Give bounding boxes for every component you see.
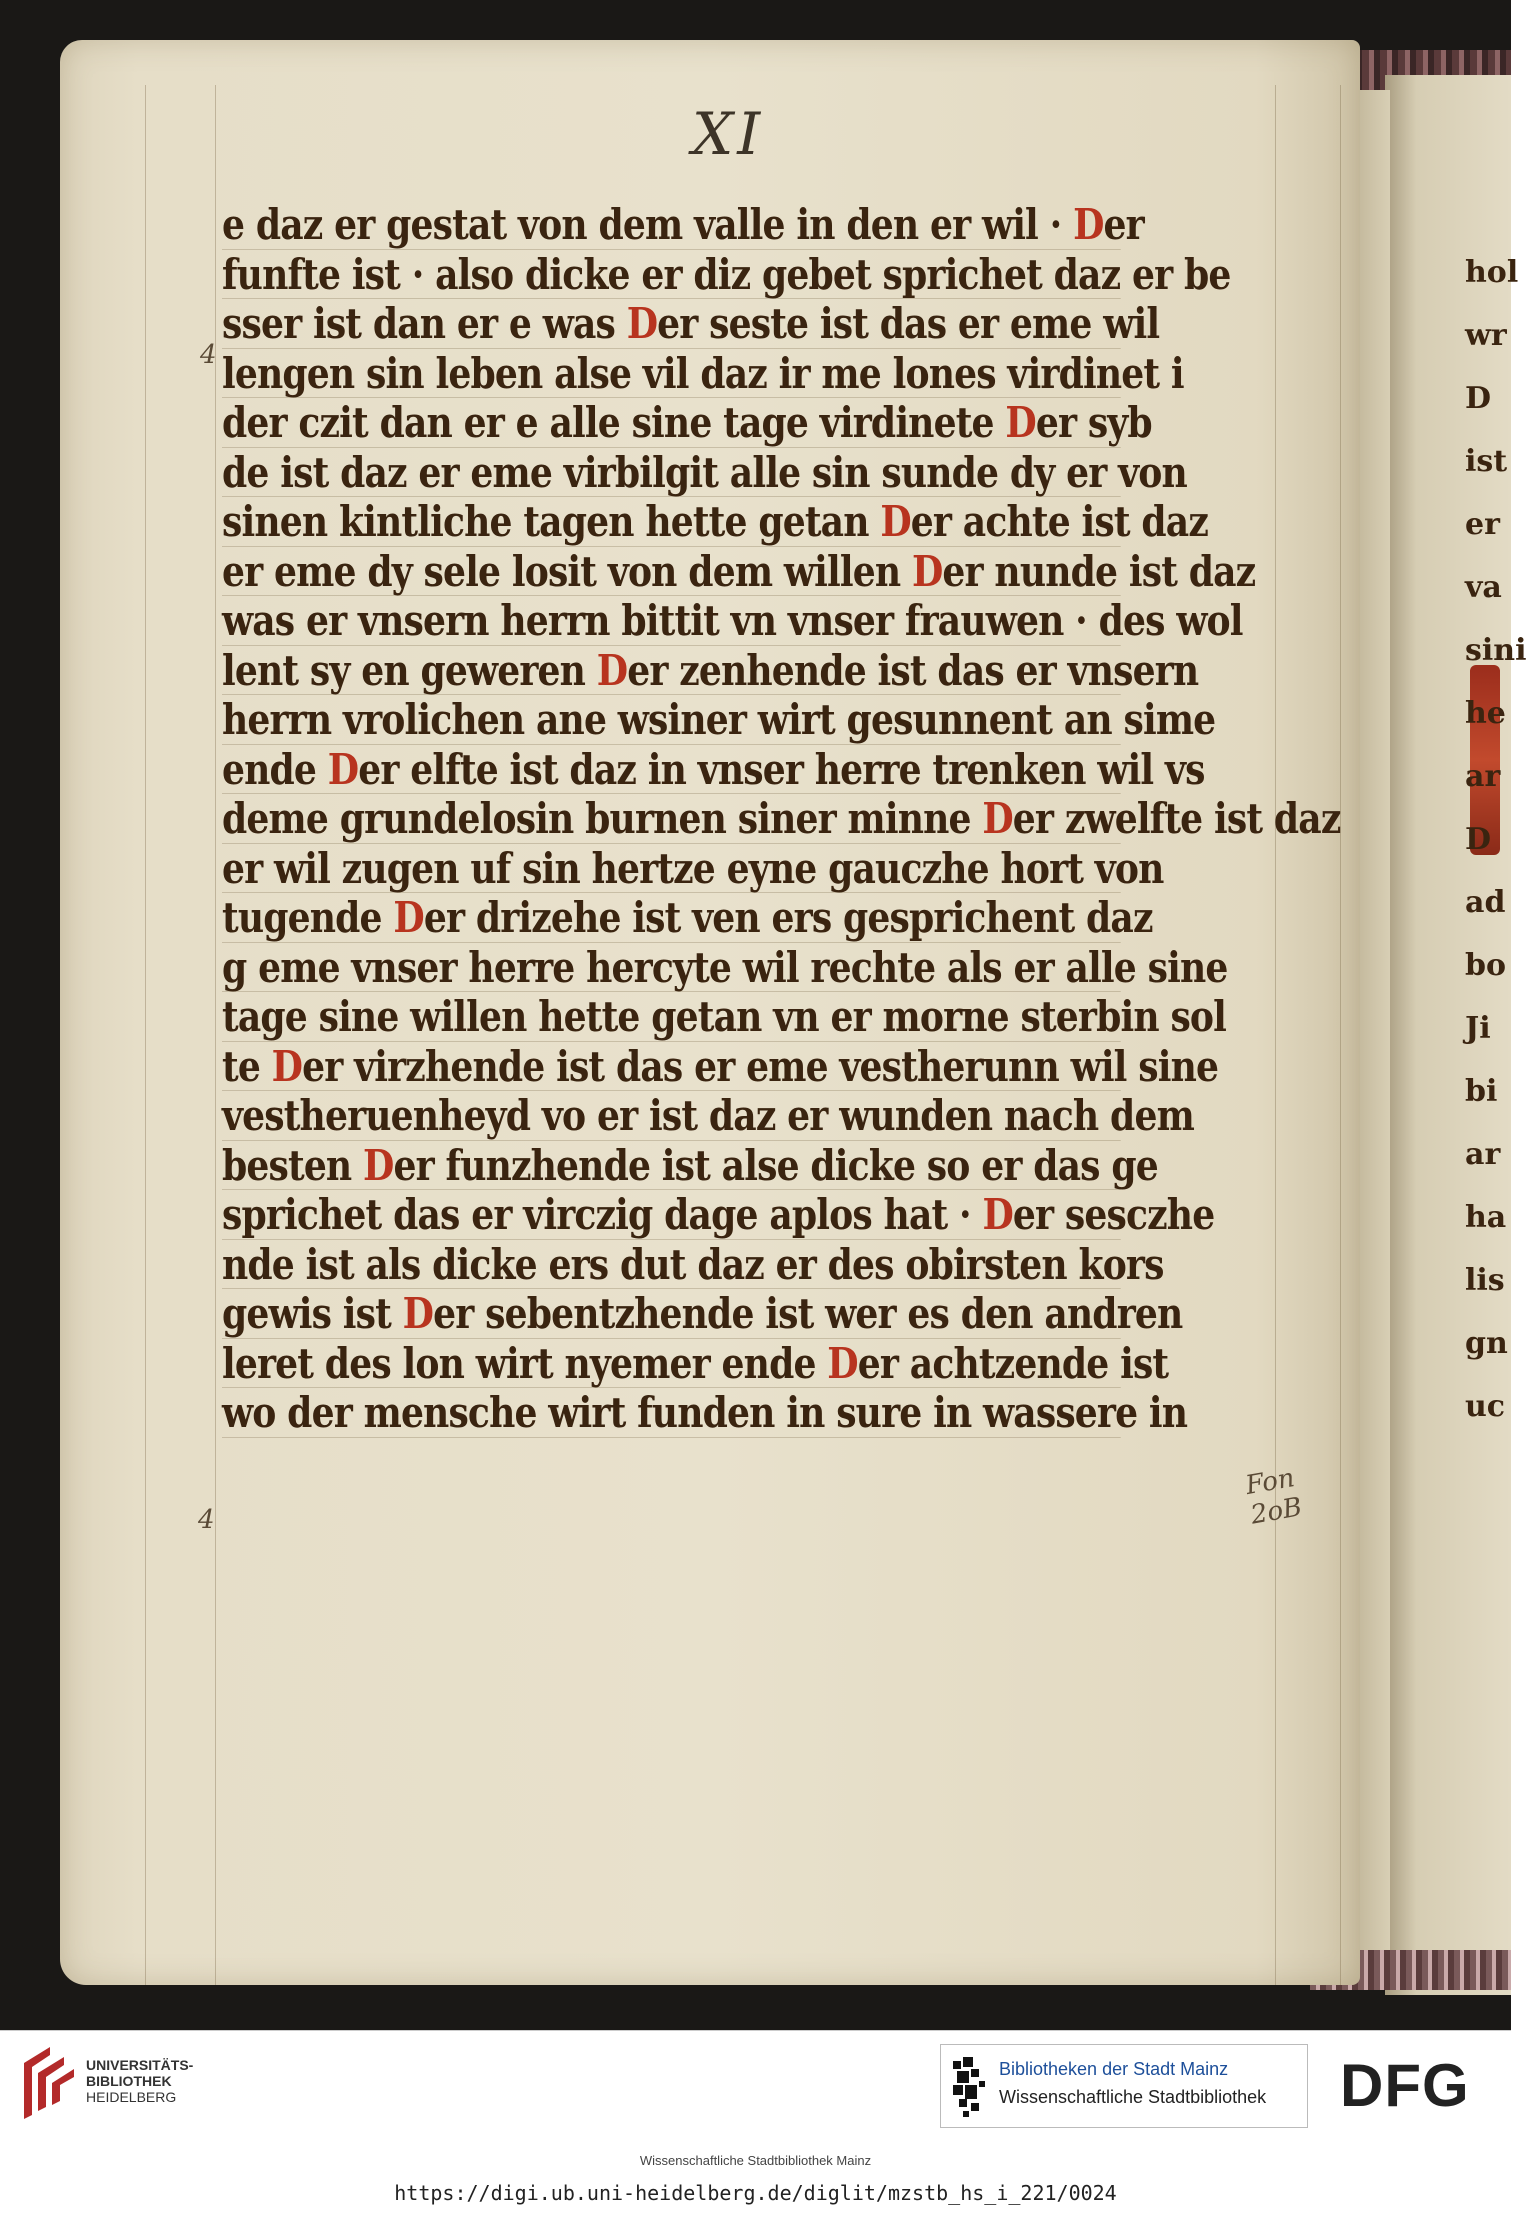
manuscript-line: er wil zugen uf sin hertze eyne gauczhe hort von [222,843,1164,893]
facing-page-fragment: Ji [1465,1011,1491,1046]
mainz-library-title: Bibliotheken der Stadt Mainz [999,2059,1229,2079]
facing-page-fragment: ist [1465,444,1508,479]
manuscript-line: lengen sin leben alse vil daz ir me lones virdinet i [222,348,1184,398]
facing-page-fragment: D [1465,822,1492,857]
mainz-pixel-icon [949,2053,989,2119]
manuscript-line: gewis ist Der sebentzhende ist wer es den andren [222,1289,1183,1338]
facing-page [1385,75,1511,1995]
margin-note-left: 4 [198,1505,215,1535]
ub-heidelberg-logo[interactable] [18,2043,76,2123]
dfg-logo[interactable]: DFG [1340,2052,1470,2119]
folio-number: XI [692,100,765,168]
facing-page-fragment: gn [1465,1326,1508,1361]
facing-page-fragment: he [1465,696,1506,731]
facing-page-fragment: ad [1465,885,1506,920]
facing-page-fragment: va [1465,570,1502,605]
facing-page-fragment: wr [1465,318,1507,353]
manuscript-line: de ist daz er eme virbilgit alle sin sunde dy er von [222,447,1187,497]
facing-page-fragment: ar [1465,1137,1501,1172]
manuscript-line: tugende Der drizehe ist ven ers gesprichent daz [222,893,1153,942]
manuscript-line: herrn vrolichen ane wsiner wirt gesunnent an sime [222,695,1216,744]
margin-note-right: Fon 2oB [1243,1463,1305,1531]
ruling-line [1275,85,1276,1985]
manuscript-line: tage sine willen hette getan vn er morne sterbin sol [222,992,1227,1041]
manuscript-text-block [222,200,1341,1438]
manuscript-line: te Der virzhende ist das er eme vestherunn wil sine [222,1041,1219,1091]
facing-page-fragment: er [1465,507,1500,542]
facing-page-fragment: ha [1465,1200,1507,1235]
manuscript-line: sser ist dan er e was Der seste ist das er eme wil [222,299,1160,348]
manuscript-line: e daz er gestat von dem valle in den er wil · Der [222,200,1144,249]
ruling-line [1340,85,1341,1985]
manuscript-line: vestheruenheyd vo er ist daz er wunden nach dem [222,1091,1194,1140]
mainz-library-subtitle: Wissenschaftliche Stadtbibliothek [999,2087,1267,2107]
facing-page-fragment: sini [1465,633,1527,668]
viewer-footer [0,2030,1511,2216]
manuscript-line: leret des lon wirt nyemer ende Der achtzende ist [222,1338,1169,1388]
ruling-line [215,85,216,1985]
facing-page-fragment: lis [1465,1263,1505,1298]
manuscript-line: nde ist als dicke ers dut daz er des obirsten kors [222,1239,1164,1289]
margin-note-left: 4 [200,340,217,370]
manuscript-line: lent sy en geweren Der zenhende ist das er vnsern [222,645,1199,695]
manuscript-line: g eme vnser herre hercyte wil rechte als er alle sine [222,942,1228,992]
manuscript-line: was er vnsern herrn bittit vn vnser frauwen · des wol [222,596,1243,645]
facing-page-fragment: uc [1465,1389,1506,1424]
ruling-line [145,85,146,1985]
ub-name-line: HEIDELBERG [86,2089,177,2105]
ub-name-line: UNIVERSITÄTS- [86,2057,194,2073]
ub-heidelberg-name [86,2057,193,2105]
manuscript-line: sinen kintliche tagen hette getan Der achte ist daz [222,497,1209,546]
manuscript-line: wo der menschе wirt funden in sure in wassere in [222,1388,1188,1437]
facing-page-fragment: D [1465,381,1492,416]
permalink-url[interactable]: https://digi.ub.uni-heidelberg.de/diglit/mzstb_hs_i_221/0024 [394,2181,1117,2205]
manuscript-line: sprichet das er virczig dage aplos hat · Der sesczhe [222,1190,1215,1239]
manuscript-line: besten Der funzhende ist alse dicke so er das ge [222,1140,1158,1190]
manuscript-line: deme grundelosin burnen siner minne Der zwelfte ist daz [222,794,1341,843]
manuscript-line: der czit dan er e alle sine tage virdinete Der syb [222,398,1152,447]
facing-page-fragment: ar [1465,759,1501,794]
manuscript-line: funfte ist · also dicke er diz gebet sprichet daz er be [222,249,1231,299]
manuscript-line: ende Der elfte ist daz in vnser herre trenken wil vs [222,744,1205,794]
ub-name-line: BIBLIOTHEK [86,2073,172,2089]
mainz-library-logo[interactable] [940,2044,1308,2128]
facing-page-fragment: bi [1465,1074,1498,1109]
facing-page-fragment: hol [1465,255,1519,290]
credit-line: Wissenschaftliche Stadtbibliothek Mainz [639,2153,872,2168]
manuscript-line: er eme dy sele losit von dem willen Der nunde ist daz [222,546,1256,596]
facing-page-fragment: bo [1465,948,1506,983]
